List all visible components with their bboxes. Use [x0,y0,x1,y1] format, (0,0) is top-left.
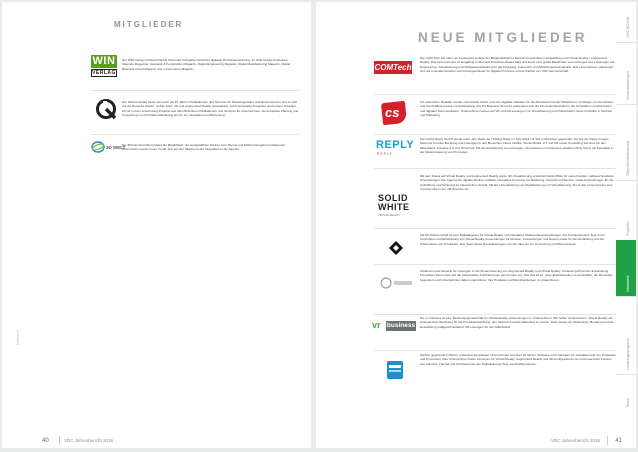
tab-leistungsangebot[interactable]: Leistungsangebot [616,296,636,375]
wehrle-logo [386,360,404,380]
member-description: Wehrle, gegründet in Berlin, entwickelt als globaler Unternehmen seit über 20 Jahren Software und Lösungen zur Visualisierung von Produkten und Prozessen. Das Unternehmen bietet Lösungen für Virtual Reality, Augmented Reality und 3D-Konfiguratoren an und unterstützt Kunden aus Industrie, Handel und Architektur bei der Digitalisierung ihrer Geschäftsprozesse. [420,353,616,366]
tab-vdc-2016[interactable]: VDC@2016 [616,2,636,43]
footer-divider [59,436,60,445]
footer-divider [607,436,608,445]
vr-business-logo [372,320,418,334]
q-swirl-logo [95,98,117,120]
side-section-label: Netzwerk [16,330,20,345]
right-page [316,2,636,448]
page-number: 41 [615,438,622,444]
3dwelt-logo-text: 3D WELT [106,145,126,150]
right-section-title: NEUE MITGLIEDER [418,30,588,45]
member-description: Mit dem Fokus auf Virtual Reality und Augmented Reality sowie 3D-Visualisierung entwickelt Solid White für seine Kunden maßgeschneiderte Anwendungen. Die Agentur für digitale Medien realisiert interaktive Konzepte für Marketing, Vertrieb und Service, sowie Anwendungen für die Ausbildung und Schulung im industriellen Umfeld. Mit der Unterstützung von Digitalisierung und Virtualisierung nimmt das Unternehmen eine Vorreiterrolle in der VR-Branche ein. [420,174,614,191]
member-description: Die COM Tech AG nahm an Prototypen-Anlage der Mitgliedschaft im Bereich Koordination / Entwicklung und Virtual Reality / Augmented Reality. Das Unternehmen ist langjährig im Bereich Industriesoftware tätig und bietet eine große Bandbreite von Lösungen und Leistungen wie Engineering, Visualisierung und Softwareentwicklung für die Fertigung, Automobil- und Maschinenbauindustrie. Das Unternehmen präsentiert sich als Innovationstreiber und Lösungsanbieter für digitale Prozesse und ist Partner der VDC-Gemeinschaft. [420,56,615,73]
comtech-logo [374,61,412,74]
win-logo-sub: VERLAG [92,70,116,76]
solid-white-logo [378,194,414,218]
solid-white-logo-sub: VIRTUAL REALITY [378,214,401,217]
solid-white-logo-line1: SOLID [378,193,409,203]
entry-divider [91,90,300,91]
tab-netzwerk[interactable]: Netzwerk [616,240,636,297]
entry-divider [374,350,616,351]
reply-logo-sub: REPLY [377,152,393,156]
entry-divider [374,314,616,315]
left-page [2,2,311,448]
reply-logo-text: REPLY [376,139,415,151]
cs-logo [382,102,408,126]
ultrareal-logo [380,276,414,290]
tab-team[interactable]: Team [625,398,630,408]
win-logo-mark: WIN [92,55,116,67]
entry-divider [91,134,300,135]
win-verlag-logo [91,55,117,79]
entry-divider [374,228,616,229]
business-logo-box: business [386,322,416,329]
left-footer [42,438,113,444]
entry-divider [374,94,616,95]
page-number: 40 [42,438,49,444]
member-description: Der WIN-Verlag ist Deutschlands führender fachgebie-Verbinder digitalen Produktentwicklung. Im WIN-Verlag erscheinen folgende Magazine: Autodesk & Konstruktion Magazin, Digital Engineering Magazin, Digital Manufacturing Magazin, Digital Business Cloud Magazin und e-Commerce Magazin. [122,58,291,71]
comtech-logo-mark: COMTech [374,63,412,72]
solid-white-logo-line2: WHITE [378,202,410,212]
cs-logo-text: cs [385,105,400,120]
member-description: Der Wizard Verlag bietet seit mehr als 15 Jahren Publikationen und Services für Mediengestalter und Reiseexperten und ist sich auf die Bereiche Papier, mobile Apps, 3D und Augmented Reality spezialisiert. Auch bei Reality-Projekten sind unsere Gruppen immer mit der Anwendung-Projekte aus allen Branchen Publikationen und Services für Unternehmen, die komplette Planung und Umsetzung von Produkten-Marketing bis hin zur Integration und Betreuung. [122,100,299,117]
entry-divider [374,168,616,169]
member-description: Die Infinity Reply GmbH wurde unter dem Dach der Holding Reply im Jahr 2016 mit Sitz in München gegründet. Als Teil der Reply-Gruppe bietet sie Kunden Beratung und Lösungen in den Bereichen Cloud, Mobile, Social Media, IoT und VR sowie Consulting Services für den Mittelstand, Industrie 4.0 und Sicherheit. Mit der Entwicklung von Lösungen, Innovationen und Services arbeitet Infinity Reply als Spezialist in der Modernisierung von Prozessen. [420,137,614,154]
diamond-logo [388,240,404,256]
tab-veranstaltungen[interactable]: Veranstaltungen [616,42,636,105]
infinity-reply-logo [376,139,416,159]
member-description: Ultrareal ist die Experte für Lösungen in der Modernisierung von Augmented Reality und Virtual Reality. Ultrareal geht bei der Entwicklung innovativer Ideen stets auf die individuellen Anforderungen der Kunden ein. Das Ziel ist es, neue Erlebniswelten zu erschaffen, die Menschen begeistern und Unternehmen dabei unterstützen, ihre Produkte und Dienstleistungen zu präsentieren. [420,269,614,282]
vr-logo-text: vr [372,320,381,330]
section-tabs [616,2,636,448]
tab-oeffentlichkeitsarbeit[interactable]: Öffentlichkeitsarbeit [616,104,636,181]
footer-text: VDC Jahresbericht 2016 [551,438,601,443]
left-section-title: MITGLIEDER [114,20,184,29]
member-description: Die vr-business ist eine Beratungsgesellschaft für Virtual-Reality-Anwendungen in Unternehmen. Wir helfen Unternehmen, Virtual Reality als strategisches Werkzeug für die Produktentwicklung, den Vertrieb und das Marketing zu nutzen. Dazu bieten wir Workshops, Beratung und die Entwicklung maßgeschneiderter VR-Lösungen für den Mittelstand. [420,316,614,329]
3dwelt-logo [91,141,126,153]
entry-divider [374,134,616,135]
entry-divider [374,264,616,265]
member-description: Die 3Dwelt-Vermittlung bietet die Möglichkeit, die ausgewählten Partner zum Thema und Plattformangebot Intelligenten. Abonnenten werden beim Vorab-Test auf den Markt und der Integration in die Agentur. [122,143,287,152]
footer-text: VDC Jahresbericht 2016 [63,438,113,443]
tab-projekte[interactable]: Projekte [616,180,636,241]
member-description: CS technische Realität und die ortsverteilte Arbeit, eine der digitalen Zeitalter für die Arbeitswelt bis der Mittelstand. Im Ringen um die Arbeits- und Geschäftsprozesse zur Entwicklung von CS Business Services präsentiert sich die Firma als Spezialist in der Simulation von Prozessen und digitaler Kommunikation. Unternehmen setzen auf VR und AR-Lösungen zur Visualisierung und Präsentation neuer Produkte in Vertrieb und Marketing. [420,100,614,117]
member-description: 3D-SZ-Wissenschaft ist eine Digitalagentur für Virtual Reality und interaktive Multimedia-Anwendungen. Die Kernkompetenz liegt in der Konzeption und Entwicklung von Virtual Reality Anwendungen für Messen, Ausstellungen und Events sowie für die Ausbildung und die Präsentation von Produkten. Das Team bietet Dienstleistungen von der Idee bis zur Umsetzung und Betreuung an. [420,233,605,246]
